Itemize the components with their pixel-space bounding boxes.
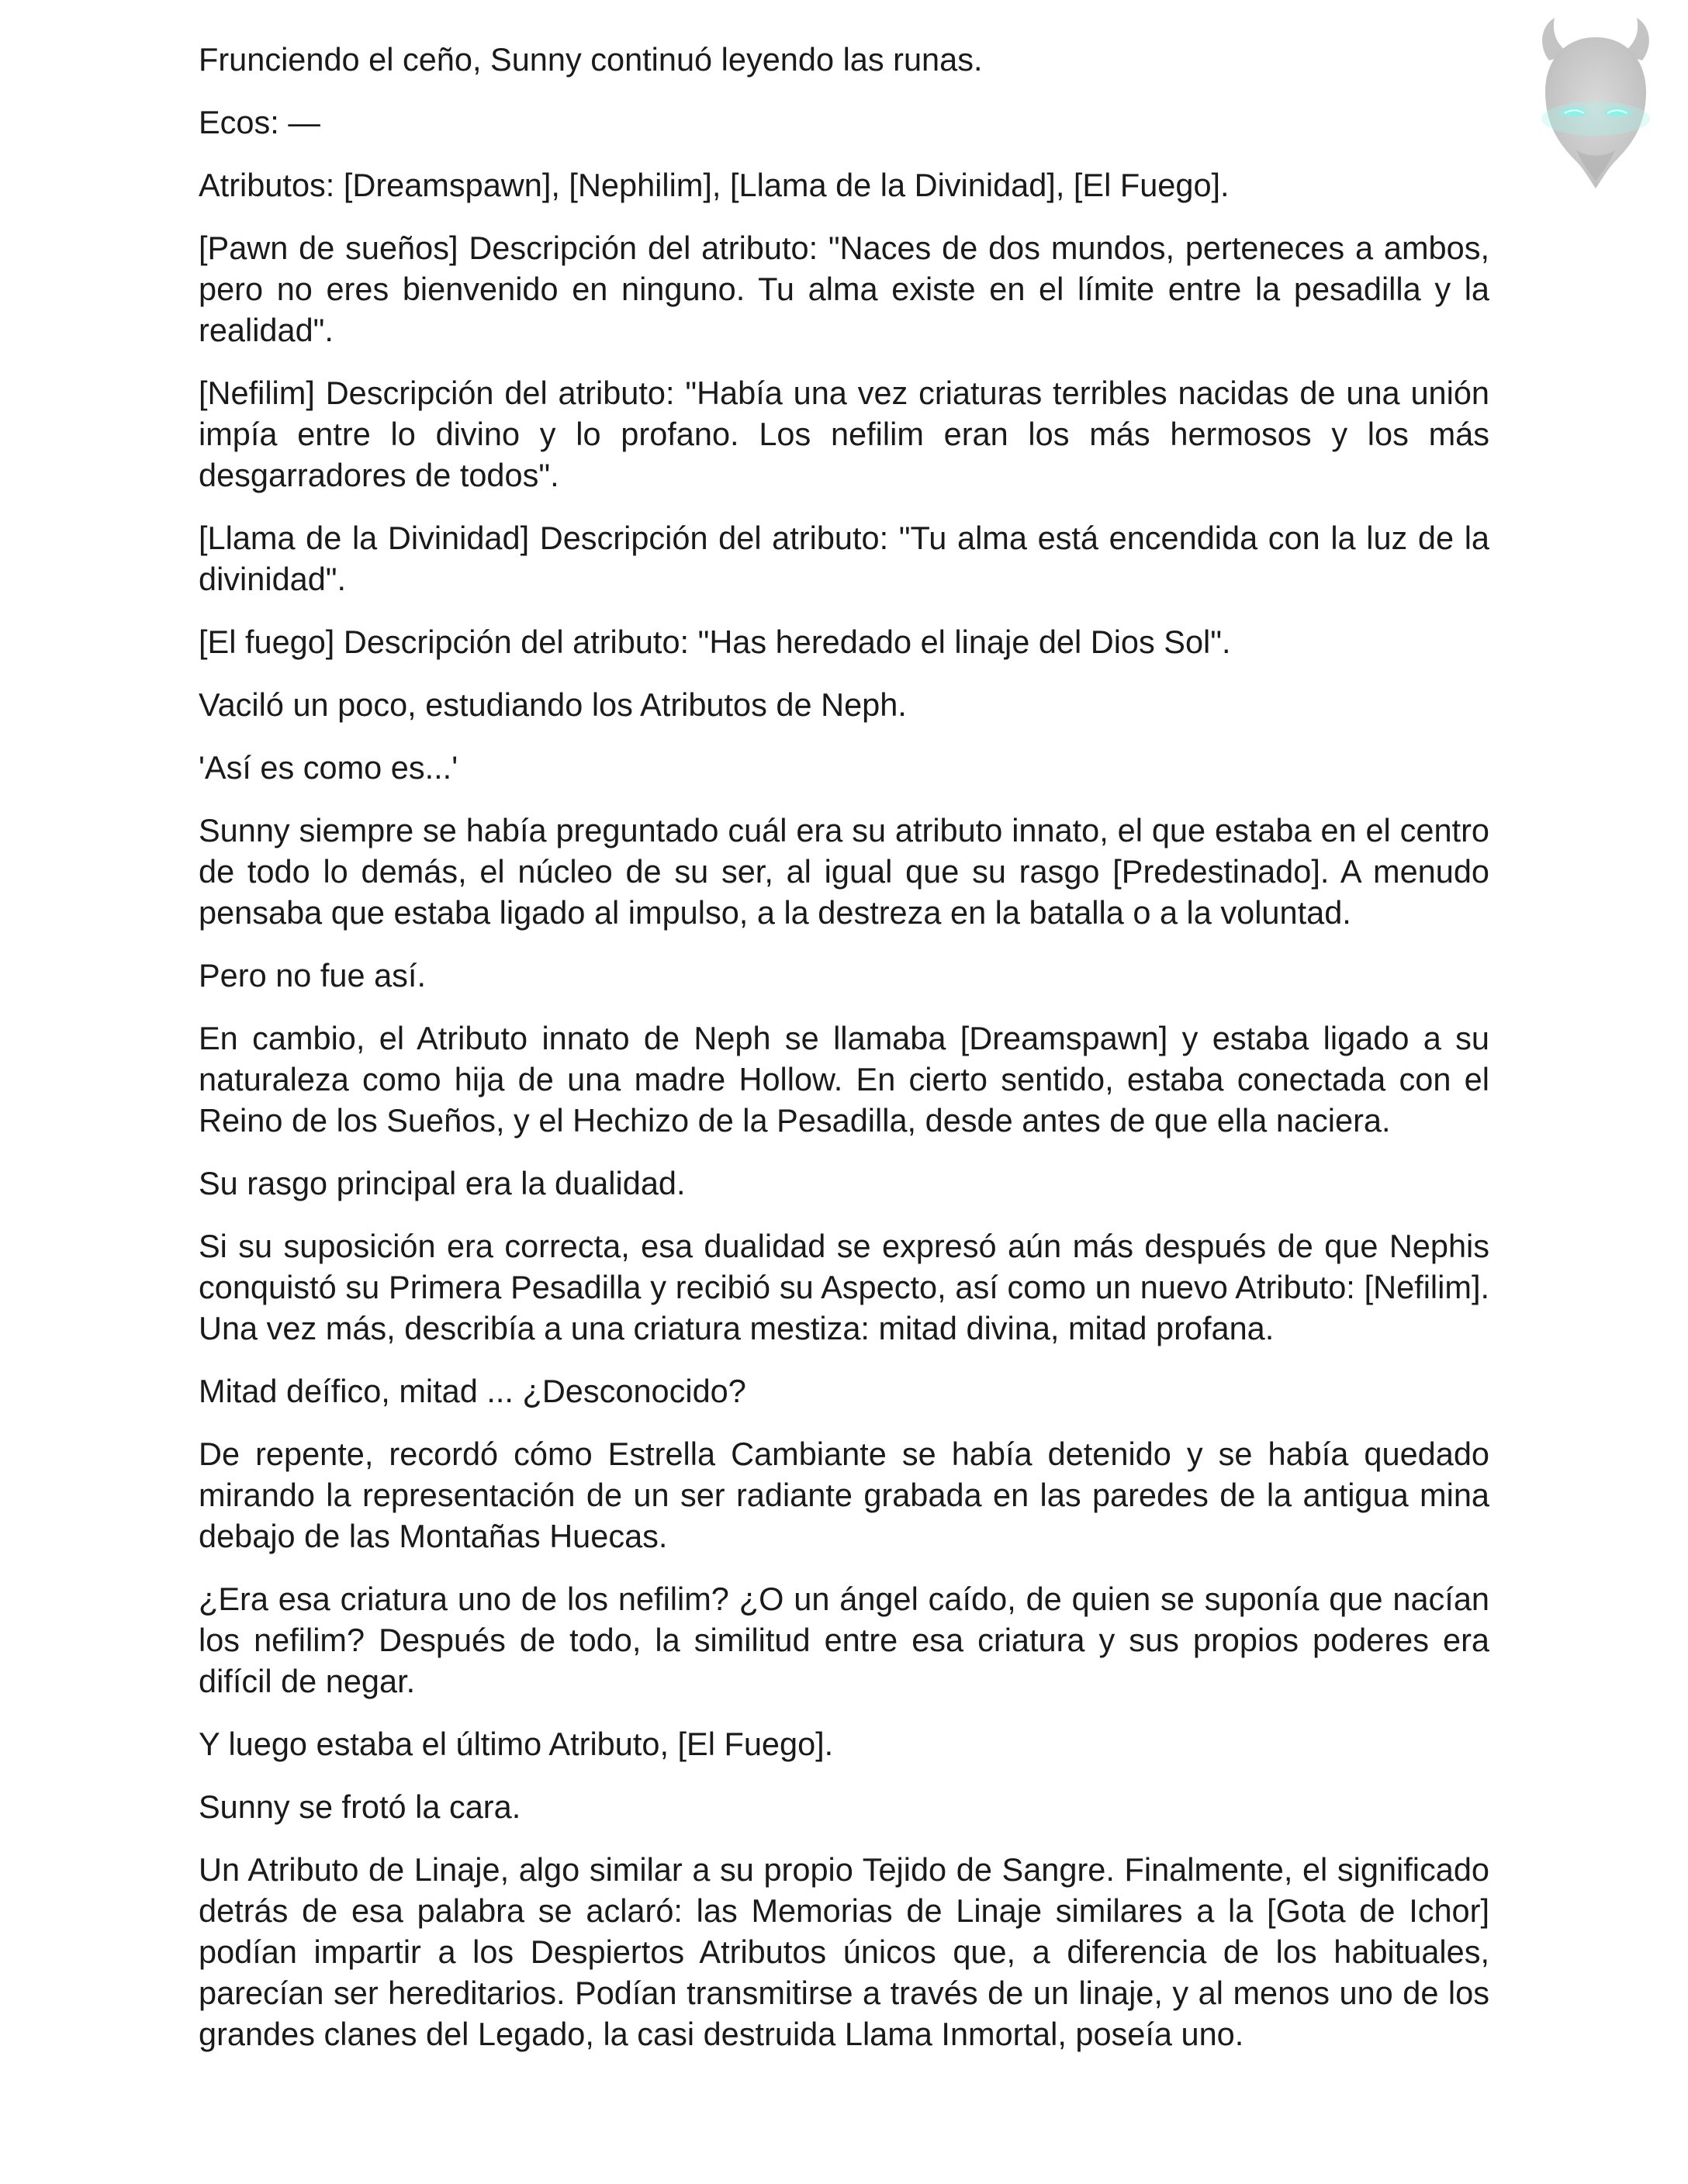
paragraph: Ecos: — bbox=[199, 104, 320, 140]
paragraph: [Llama de la Divinidad] Descripción del atributo: "Tu alma está encendida con la luz de la divinidad". bbox=[199, 520, 1489, 597]
page-content bbox=[199, 39, 1489, 2076]
demon-mask-logo bbox=[1522, 14, 1669, 192]
paragraph: Y luego estaba el último Atributo, [El Fuego]. bbox=[199, 1726, 834, 1762]
paragraph: Mitad deífico, mitad ... ¿Desconocido? bbox=[199, 1373, 746, 1409]
paragraph: Frunciendo el ceño, Sunny continuó leyendo las runas. bbox=[199, 41, 983, 78]
demon-mask-icon bbox=[1522, 14, 1669, 192]
paragraph: Sunny se frotó la cara. bbox=[199, 1788, 521, 1825]
paragraph: Si su suposición era correcta, esa dualidad se expresó aún más después de que Nephis conquistó su Primera Pesadilla y recibió su Aspecto, así como un nuevo Atributo: [Nefilim]. Una vez más, describía a una criatura mestiza: mitad divina, mitad profana. bbox=[199, 1228, 1489, 1346]
paragraph: Sunny siempre se había preguntado cuál era su atributo innato, el que estaba en el centro de todo lo demás, el núcleo de su ser, al igual que su rasgo [Predestinado]. A menudo pensaba que estaba ligado al impulso, a la destreza en la batalla o a la voluntad. bbox=[199, 812, 1489, 931]
paragraph: En cambio, el Atributo innato de Neph se llamaba [Dreamspawn] y estaba ligado a su naturaleza como hija de una madre Hollow. En cierto sentido, estaba conectada con el Reino de los Sueños, y el Hechizo de la Pesadilla, desde antes de que ella naciera. bbox=[199, 1020, 1489, 1139]
paragraph: De repente, recordó cómo Estrella Cambiante se había detenido y se había quedado mirando la representación de un ser radiante grabada en las paredes de la antigua mina debajo de las Montañas Huecas. bbox=[199, 1436, 1489, 1554]
paragraph: Un Atributo de Linaje, algo similar a su propio Tejido de Sangre. Finalmente, el significado detrás de esa palabra se aclaró: las Memorias de Linaje similares a la [Gota de Ichor] podían impartir a los Despiertos Atributos únicos que, a diferencia de los habituales, parecían ser hereditarios. Podían transmitirse a través de un linaje, y al menos uno de los grandes clanes del Legado, la casi destruida Llama Inmortal, poseía uno. bbox=[199, 1851, 1489, 2052]
paragraph: [Pawn de sueños] Descripción del atributo: "Naces de dos mundos, perteneces a ambos, pero no eres bienvenido en ninguno. Tu alma existe en el límite entre la pesadilla y la realidad". bbox=[199, 230, 1489, 348]
paragraph: ¿Era esa criatura uno de los nefilim? ¿O un ángel caído, de quien se suponía que nacían los nefilim? Después de todo, la similitud entre esa criatura y sus propios poderes era difícil de negar. bbox=[199, 1581, 1489, 1699]
paragraph: [El fuego] Descripción del atributo: "Has heredado el linaje del Dios Sol". bbox=[199, 624, 1231, 660]
paragraph: Pero no fue así. bbox=[199, 957, 426, 994]
paragraph: Atributos: [Dreamspawn], [Nephilim], [Llama de la Divinidad], [El Fuego]. bbox=[199, 167, 1230, 203]
paragraph: 'Así es como es...' bbox=[199, 749, 458, 786]
paragraph: Vaciló un poco, estudiando los Atributos de Neph. bbox=[199, 686, 907, 723]
paragraph: [Nefilim] Descripción del atributo: "Había una vez criaturas terribles nacidas de una unión impía entre lo divino y lo profano. Los nefilim eran los más hermosos y los más desgarradores de todos". bbox=[199, 375, 1489, 493]
paragraph: Su rasgo principal era la dualidad. bbox=[199, 1165, 686, 1201]
